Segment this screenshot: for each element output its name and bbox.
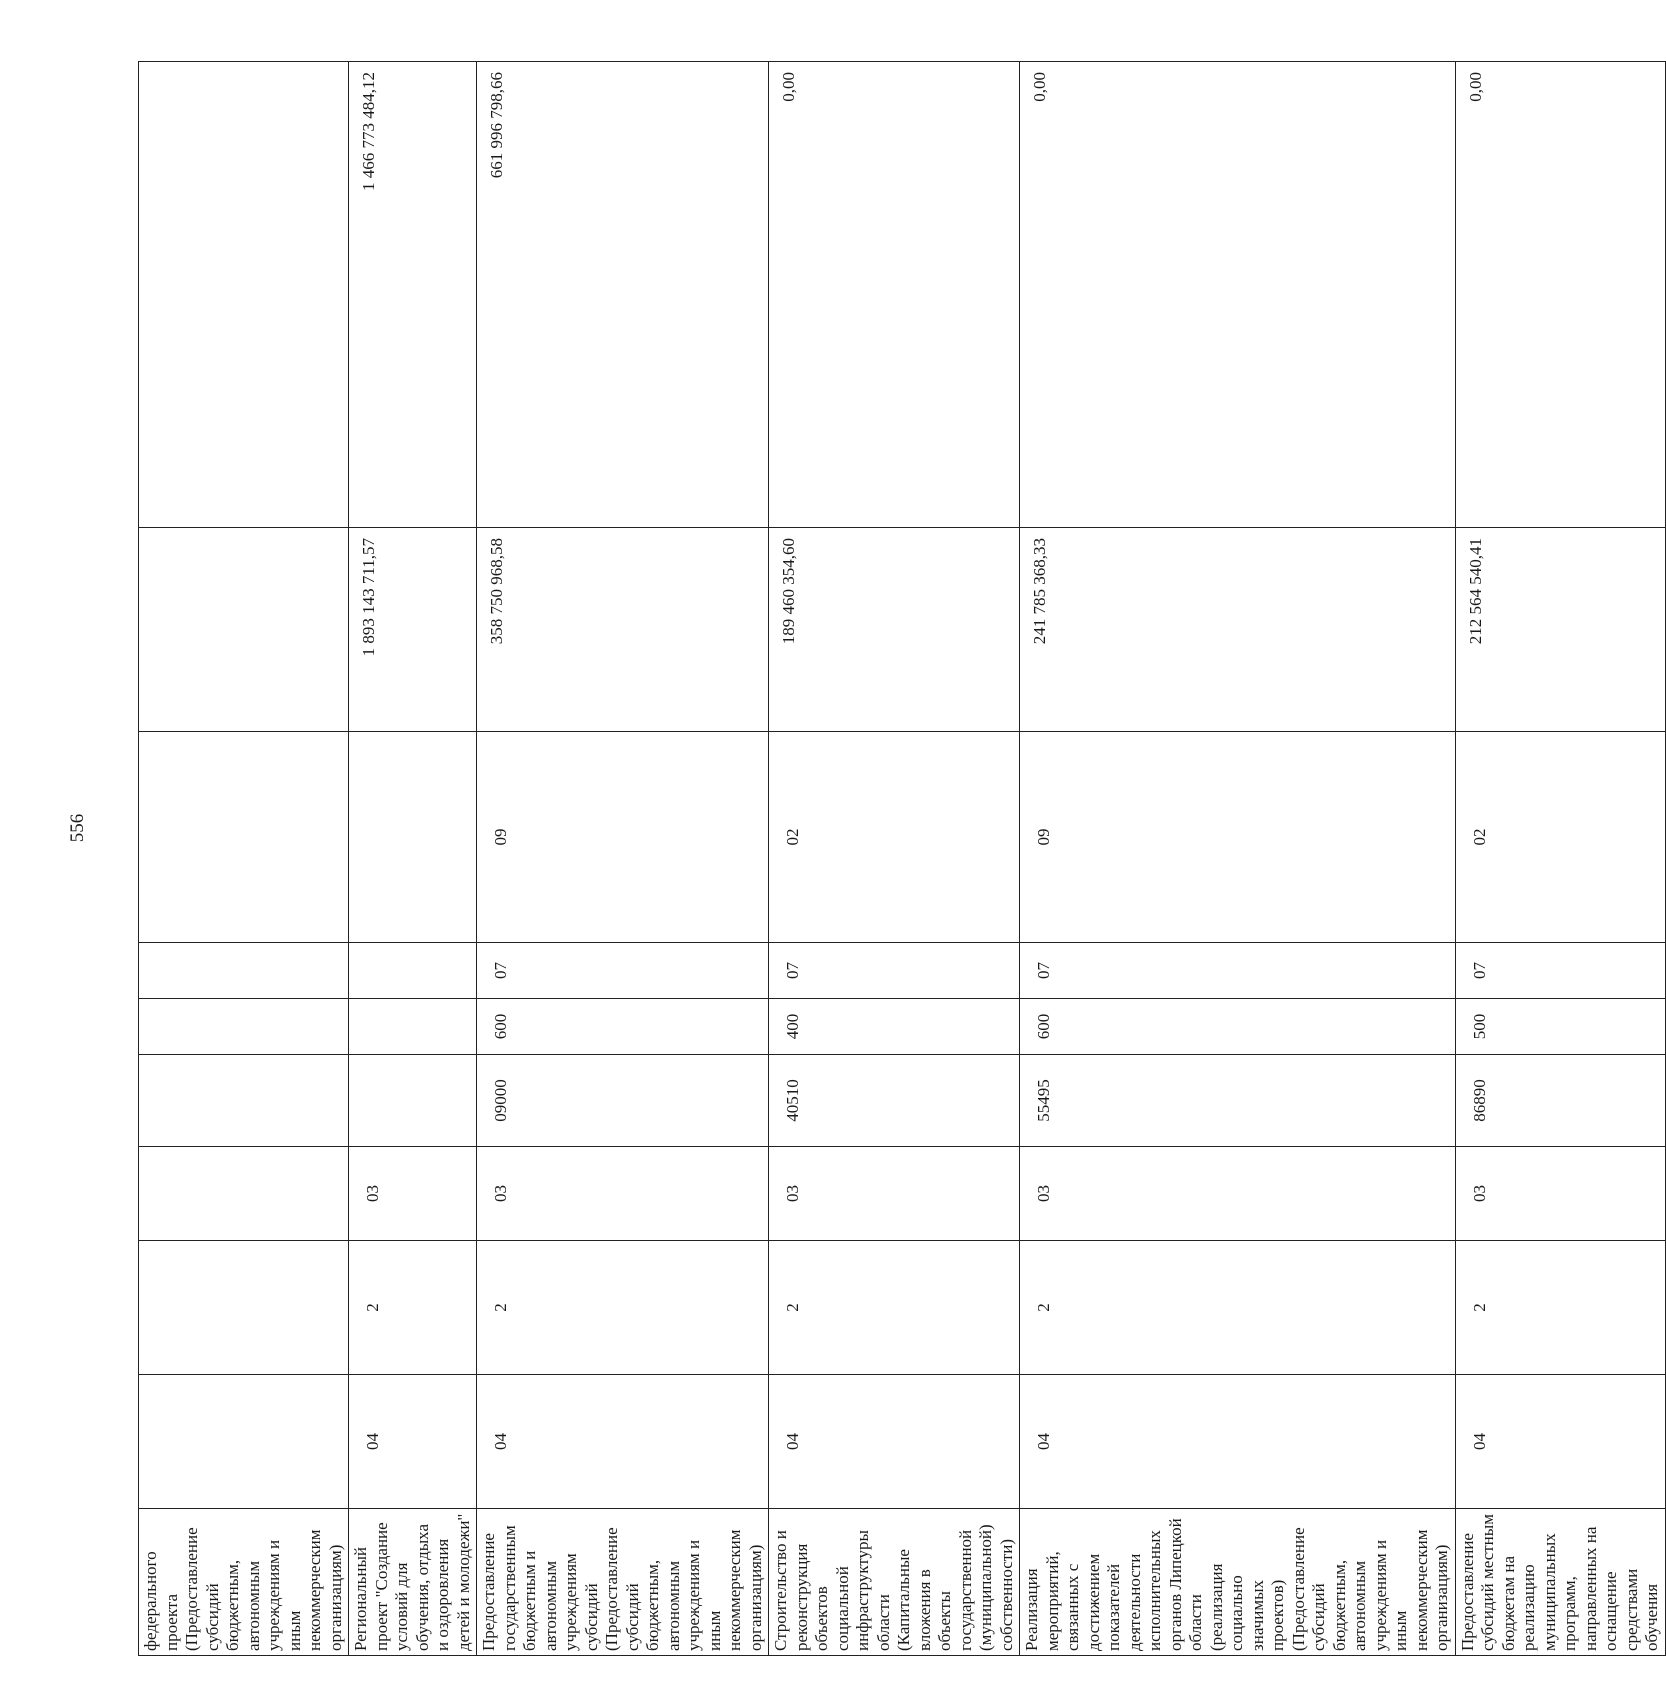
code-col-7: 09	[1020, 732, 1456, 943]
amount-col-1: 212 564 540,41	[1455, 528, 1665, 732]
table-row	[1020, 62, 1456, 1656]
table-row	[139, 62, 349, 1656]
code-col-1: 04	[1455, 1375, 1665, 1509]
code-col-3: 03	[477, 1147, 769, 1241]
table-row	[349, 62, 477, 1656]
row-description: Региональный проект "Создание условий для обучения, отдыха и оздоровления детей и молодежи"	[349, 1509, 477, 1656]
row-description: Предоставление государственным бюджетным и автономным учреждениям субсидий (Предоставление субсидий бюджетным, автономным учреждениям и иным некоммерческим организациям)	[477, 1509, 769, 1656]
row-description: Строительство и реконструкция объектов социальной инфраструктуры области (Капитальные вложения в объекты государственной (муниципальной) собственности)	[769, 1509, 1020, 1656]
code-col-6	[349, 943, 477, 999]
row-description: федерального проекта (Предоставление субсидий бюджетным, автономным учреждениям и иным некоммерческим организациям)	[139, 1509, 349, 1656]
code-col-5: 600	[1020, 999, 1456, 1055]
amount-col-2	[139, 62, 349, 528]
amount-col-1: 358 750 968,58	[477, 528, 769, 732]
amount-col-2: 661 996 798,66	[477, 62, 769, 528]
code-col-6: 07	[477, 943, 769, 999]
code-col-3: 03	[1455, 1147, 1665, 1241]
code-col-4	[139, 1055, 349, 1147]
code-col-1: 04	[349, 1375, 477, 1509]
code-col-2: 2	[349, 1241, 477, 1375]
code-col-7: 02	[1455, 732, 1665, 943]
code-col-7	[349, 732, 477, 943]
code-col-1: 04	[769, 1375, 1020, 1509]
code-col-2: 2	[477, 1241, 769, 1375]
code-col-6	[139, 943, 349, 999]
code-col-5	[349, 999, 477, 1055]
code-col-1: 04	[477, 1375, 769, 1509]
budget-table	[138, 61, 1666, 1656]
code-col-1: 04	[1020, 1375, 1456, 1509]
code-col-5: 600	[477, 999, 769, 1055]
code-col-3: 03	[349, 1147, 477, 1241]
code-col-3: 03	[1020, 1147, 1456, 1241]
row-description: Реализация мероприятий, связанных с достижением показателей деятельности исполнительных органов Липецкой области (реализация социально значимых проектов) (Предоставление субсидий бюджетным, автономным учреждениям и иным некоммерческим организациям)	[1020, 1509, 1456, 1656]
code-col-7: 09	[477, 732, 769, 943]
code-col-6: 07	[769, 943, 1020, 999]
table-body	[139, 62, 1666, 1656]
amount-col-2: 0,00	[1020, 62, 1456, 528]
code-col-2: 2	[1020, 1241, 1456, 1375]
amount-col-1	[139, 528, 349, 732]
amount-col-2: 0,00	[769, 62, 1020, 528]
code-col-4	[349, 1055, 477, 1147]
code-col-4: 86890	[1455, 1055, 1665, 1147]
code-col-1	[139, 1375, 349, 1509]
page-number: 556	[67, 813, 88, 843]
code-col-5: 400	[769, 999, 1020, 1055]
code-col-3: 03	[769, 1147, 1020, 1241]
code-col-4: 40510	[769, 1055, 1020, 1147]
table-row	[769, 62, 1020, 1656]
code-col-6: 07	[1455, 943, 1665, 999]
code-col-5	[139, 999, 349, 1055]
code-col-2: 2	[1455, 1241, 1665, 1375]
row-description: Предоставление субсидий местным бюджетам на реализацию муниципальных программ, направленных на оснащение средствами обучения	[1455, 1509, 1665, 1656]
amount-col-1: 241 785 368,33	[1020, 528, 1456, 732]
table-row	[1455, 62, 1665, 1656]
table-rotated-wrapper	[138, 62, 1661, 1656]
code-col-3	[139, 1147, 349, 1241]
code-col-2: 2	[769, 1241, 1020, 1375]
amount-col-2: 1 466 773 484,12	[349, 62, 477, 528]
table-row	[477, 62, 769, 1656]
amount-col-2: 0,00	[1455, 62, 1665, 528]
amount-col-1: 1 893 143 711,57	[349, 528, 477, 732]
code-col-7	[139, 732, 349, 943]
code-col-5: 500	[1455, 999, 1665, 1055]
code-col-7: 02	[769, 732, 1020, 943]
code-col-6: 07	[1020, 943, 1456, 999]
code-col-2	[139, 1241, 349, 1375]
amount-col-1: 189 460 354,60	[769, 528, 1020, 732]
code-col-4: 55495	[1020, 1055, 1456, 1147]
code-col-4: 09000	[477, 1055, 769, 1147]
